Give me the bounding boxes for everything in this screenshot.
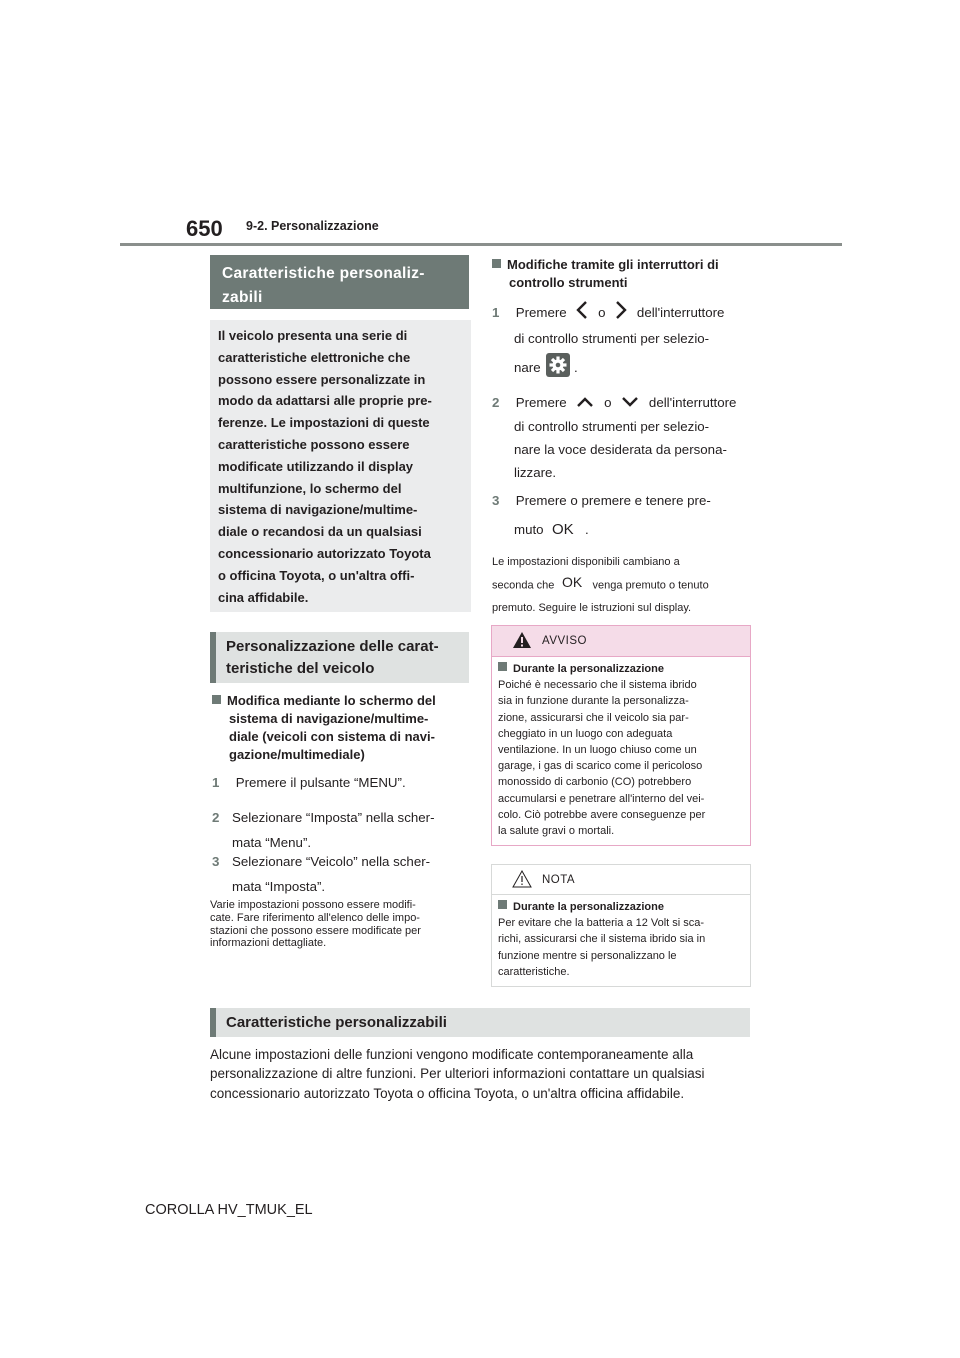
step-text: nare la voce desiderata da persona- xyxy=(514,442,727,457)
step-number: 1 xyxy=(492,305,500,321)
avviso-header xyxy=(492,626,750,657)
square-bullet-icon xyxy=(492,259,501,268)
para-line: personalizzazione di altre funzioni. Per ulteriori informazioni contattare un qualsiasi xyxy=(210,1066,705,1082)
step-text: mata “Imposta”. xyxy=(232,879,326,894)
nota-body xyxy=(492,895,750,980)
chevron-up-icon xyxy=(576,392,594,415)
step-text: . xyxy=(584,522,589,537)
subhead-line: sistema di navigazione/multime- xyxy=(229,711,429,726)
avviso-box xyxy=(491,625,751,846)
avviso-line: ventilazione. In un luogo chiuso come un xyxy=(498,744,697,757)
step-1 xyxy=(212,771,474,794)
note-line: Varie impostazioni possono essere modifi- xyxy=(210,899,416,911)
intro-line: possono essere personalizzate in xyxy=(218,371,426,387)
intro-line: caratteristiche possono essere xyxy=(218,436,410,452)
intro-line: ferenze. Le impostazioni di queste xyxy=(218,415,430,431)
avviso-body xyxy=(492,657,750,839)
heading-line: teristiche del veicolo xyxy=(226,660,375,677)
nota-box xyxy=(491,864,751,987)
step-number: 1 xyxy=(212,775,220,790)
ok-icon xyxy=(561,574,585,597)
step-text: dell'interruttore xyxy=(636,305,725,321)
para-line: concessionario autorizzato Toyota o officina Toyota, o un'altra officina affidabile. xyxy=(210,1085,685,1101)
step-text: o xyxy=(604,395,612,410)
bottom-paragraph xyxy=(210,1045,755,1103)
subhead-switches xyxy=(492,256,754,292)
note-line: informazioni dettagliate. xyxy=(210,937,327,950)
step-3-line2 xyxy=(514,518,589,542)
ok-icon xyxy=(551,519,577,542)
intro-line: diale o recandosi da un qualsiasi xyxy=(218,524,422,540)
page-number: 650 xyxy=(186,216,223,241)
step-text: dell'interruttore xyxy=(648,395,737,410)
warning-triangle-icon xyxy=(512,870,532,891)
note-line: Le impostazioni disponibili cambiano a xyxy=(492,556,680,568)
note-text: seconda che xyxy=(492,579,555,592)
subhead-line: Modifica mediante lo schermo del xyxy=(227,693,436,708)
header-rule xyxy=(120,243,842,246)
step-text: di controllo strumenti per selezio- xyxy=(514,331,710,346)
step-3-switches xyxy=(492,489,754,512)
intro-line: multifunzione, lo schermo del xyxy=(218,480,402,496)
nota-line: caratteristiche. xyxy=(498,965,570,978)
step-number: 2 xyxy=(212,810,220,825)
nota-line: richi, assicurarsi che il sistema ibrido sia in xyxy=(498,933,706,946)
subhead-navigation xyxy=(212,692,474,764)
heading-caratteristiche-bottom: Caratteristiche personalizzabili xyxy=(210,1008,750,1037)
intro-line: modificate utilizzando il display xyxy=(218,458,414,474)
intro-line: concessionario autorizzato Toyota xyxy=(218,545,431,561)
square-bullet-icon xyxy=(212,695,221,704)
note-text: venga premuto o tenuto xyxy=(592,579,709,592)
warning-triangle-icon xyxy=(512,631,532,652)
gear-icon xyxy=(546,353,570,384)
nota-line: Per evitare che la batteria a 12 Volt si sca- xyxy=(498,917,705,930)
step-1-line3 xyxy=(514,353,578,384)
avviso-line: monossido di carbonio (CO) potrebbero xyxy=(498,776,692,789)
intro-line: caratteristiche elettroniche che xyxy=(218,349,411,365)
avviso-subtitle: Durante la personalizzazione xyxy=(513,663,664,675)
step-text: Premere xyxy=(515,395,567,410)
step-2 xyxy=(212,806,474,854)
note-line: premuto. Seguire le istruzioni sul display. xyxy=(492,602,692,615)
step-2-switches xyxy=(492,391,754,415)
note-right xyxy=(492,551,754,620)
chevron-right-icon xyxy=(615,300,627,327)
step-text: o xyxy=(598,305,606,321)
nota-subtitle: Durante la personalizzazione xyxy=(513,901,664,913)
chevron-left-icon xyxy=(576,300,588,327)
heading-line: Personalizzazione delle carat- xyxy=(226,638,439,655)
para-line: Alcune impostazioni delle funzioni vengono modificate contemporaneamente alla xyxy=(210,1047,694,1062)
subhead-line: controllo strumenti xyxy=(509,275,628,290)
step-number: 2 xyxy=(492,395,500,410)
nota-title: NOTA xyxy=(542,874,576,886)
heading-line: zabili xyxy=(222,289,263,306)
subhead-line: Modifiche tramite gli interruttori di xyxy=(507,257,719,272)
subhead-line: diale (veicoli con sistema di navi- xyxy=(229,729,435,744)
note-left xyxy=(210,899,475,950)
avviso-line: accumularsi e penetrare all'interno del vei- xyxy=(498,792,705,805)
step-text: mata “Menu”. xyxy=(232,835,312,850)
nota-header xyxy=(492,865,750,895)
avviso-line: cheggiato in un luogo con adeguata xyxy=(498,727,673,740)
heading-caratteristiche-personalizzabili xyxy=(210,255,469,309)
intro-line: sistema di navigazione/multime- xyxy=(218,502,418,518)
step-text: . xyxy=(574,360,578,376)
avviso-line: colo. Ciò potrebbe avere conseguenze per xyxy=(498,808,706,821)
heading-personalizzazione-veicolo xyxy=(210,632,469,683)
intro-box xyxy=(210,320,471,612)
step-3 xyxy=(212,850,474,898)
avviso-line: Poiché è necessario che il sistema ibrido xyxy=(498,679,697,692)
step-1-switches xyxy=(492,300,754,327)
step-text: Premere o premere e tenere pre- xyxy=(515,493,711,508)
avviso-line: la salute gravi o mortali. xyxy=(498,825,615,838)
intro-line: modo da adattarsi alle proprie pre- xyxy=(218,393,432,409)
step-text: di controllo strumenti per selezio- xyxy=(514,419,710,434)
step-number: 3 xyxy=(492,493,500,508)
avviso-line: zione, assicurarsi che il veicolo sia par- xyxy=(498,711,689,724)
chevron-down-icon xyxy=(621,392,639,415)
nota-line: funzione mentre si personalizzano le xyxy=(498,949,677,962)
heading-line: Caratteristiche personaliz- xyxy=(222,265,425,282)
svg-text:OK: OK xyxy=(552,520,574,535)
avviso-line: sia in funzione durante la personalizza- xyxy=(498,695,689,708)
step-text: nare xyxy=(514,360,541,376)
avviso-title: AVVISO xyxy=(542,635,587,647)
step-text: Selezionare “Veicolo” nella scher- xyxy=(232,854,431,869)
avviso-line: garage, i gas di scarico come il pericoloso xyxy=(498,760,703,773)
intro-line: Il veicolo presenta una serie di xyxy=(218,328,408,343)
svg-text:OK: OK xyxy=(562,575,583,588)
step-text: Premere xyxy=(515,305,567,321)
step-text: lizzare. xyxy=(514,465,557,480)
step-number: 3 xyxy=(212,854,220,869)
subhead-line: gazione/multimediale) xyxy=(229,747,365,762)
intro-line: o officina Toyota, o un'altra offi- xyxy=(218,567,415,583)
note-line: stazioni che possono essere modificate per xyxy=(210,924,421,937)
section-title: 9-2. Personalizzazione xyxy=(246,219,379,233)
square-bullet-icon xyxy=(498,662,507,671)
step-text: muto xyxy=(514,522,544,537)
step-text: Selezionare “Imposta” nella scher- xyxy=(232,810,435,825)
note-line-2 xyxy=(492,574,754,597)
footer-model: COROLLA HV_TMUK_EL xyxy=(145,1202,313,1218)
step-text: Premere il pulsante “MENU”. xyxy=(235,775,406,790)
note-line: cate. Fare riferimento all'elenco delle impo- xyxy=(210,911,420,924)
intro-line: cina affidabile. xyxy=(218,589,309,605)
square-bullet-icon xyxy=(498,900,507,909)
